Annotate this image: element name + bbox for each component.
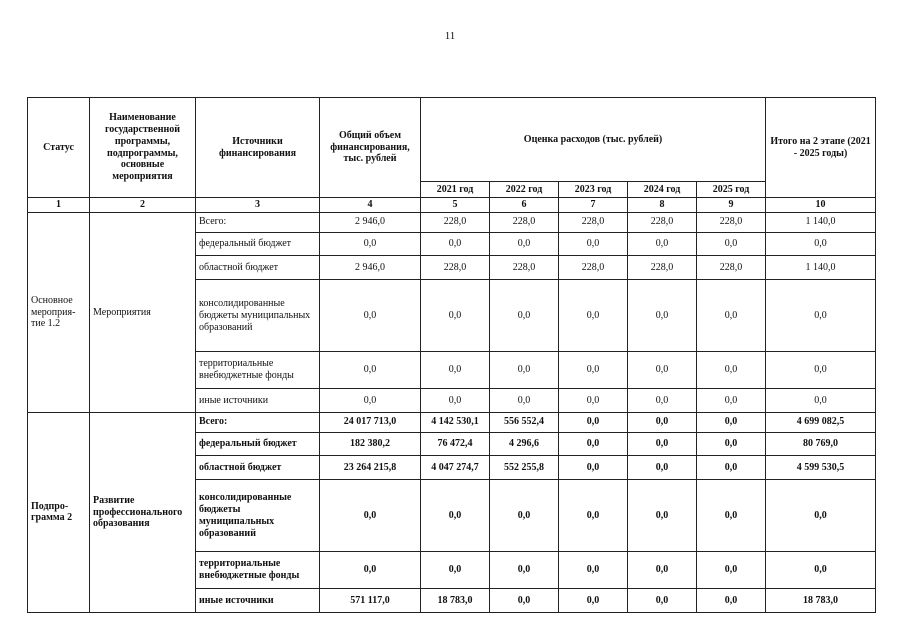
year-2023-cell: 0,0 <box>559 232 628 256</box>
year-2021-cell: 0,0 <box>421 389 490 413</box>
year-2021-cell: 76 472,4 <box>421 432 490 456</box>
source-cell: территориальные внебюджетные фонды <box>196 352 320 389</box>
total-cell: 0,0 <box>320 480 421 552</box>
year-2025-cell: 228,0 <box>697 256 766 280</box>
year-2021-cell: 228,0 <box>421 213 490 233</box>
stage-total-cell: 0,0 <box>766 352 876 389</box>
column-number: 1 <box>28 198 90 213</box>
source-cell: Всего: <box>196 213 320 233</box>
source-cell: территориальные внебюджетные фонды <box>196 552 320 589</box>
year-2021-cell: 4 142 530,1 <box>421 412 490 432</box>
source-cell: областной бюджет <box>196 456 320 480</box>
column-number: 6 <box>490 198 559 213</box>
stage-total-cell: 18 783,0 <box>766 589 876 613</box>
total-cell: 0,0 <box>320 352 421 389</box>
total-cell: 23 264 215,8 <box>320 456 421 480</box>
year-2024-cell: 0,0 <box>628 352 697 389</box>
year-2022-cell: 0,0 <box>490 352 559 389</box>
year-2025-cell: 0,0 <box>697 480 766 552</box>
year-2025-cell: 0,0 <box>697 552 766 589</box>
year-2021-cell: 0,0 <box>421 232 490 256</box>
total-cell: 0,0 <box>320 280 421 352</box>
source-cell: федеральный бюджет <box>196 232 320 256</box>
year-2023-cell: 0,0 <box>559 480 628 552</box>
stage-total-cell: 1 140,0 <box>766 256 876 280</box>
year-2025-cell: 0,0 <box>697 589 766 613</box>
year-2022-cell: 552 255,8 <box>490 456 559 480</box>
year-2025-cell: 0,0 <box>697 232 766 256</box>
column-number: 10 <box>766 198 876 213</box>
total-cell: 0,0 <box>320 232 421 256</box>
header-sources: Источники финансирования <box>196 98 320 198</box>
header-year: 2021 год <box>421 182 490 198</box>
year-2024-cell: 0,0 <box>628 552 697 589</box>
header-stage-total: Итого на 2 этапе (2021 - 2025 годы) <box>766 98 876 198</box>
year-2024-cell: 0,0 <box>628 232 697 256</box>
source-cell: иные источники <box>196 589 320 613</box>
source-cell: иные источники <box>196 389 320 413</box>
year-2022-cell: 0,0 <box>490 280 559 352</box>
column-number: 7 <box>559 198 628 213</box>
column-number: 4 <box>320 198 421 213</box>
page-number: 11 <box>444 30 456 42</box>
column-number: 5 <box>421 198 490 213</box>
stage-total-cell: 0,0 <box>766 232 876 256</box>
year-2023-cell: 228,0 <box>559 256 628 280</box>
year-2024-cell: 0,0 <box>628 480 697 552</box>
header-year: 2024 год <box>628 182 697 198</box>
year-2023-cell: 0,0 <box>559 552 628 589</box>
year-2023-cell: 0,0 <box>559 589 628 613</box>
column-number: 3 <box>196 198 320 213</box>
year-2022-cell: 228,0 <box>490 213 559 233</box>
year-2022-cell: 0,0 <box>490 480 559 552</box>
year-2024-cell: 228,0 <box>628 256 697 280</box>
year-2023-cell: 0,0 <box>559 456 628 480</box>
source-cell: областной бюджет <box>196 256 320 280</box>
status-cell: Подпро-грамма 2 <box>28 412 90 612</box>
year-2025-cell: 0,0 <box>697 280 766 352</box>
column-number: 8 <box>628 198 697 213</box>
year-2022-cell: 228,0 <box>490 256 559 280</box>
header-total: Общий объем финансирования, тыс. рублей <box>320 98 421 198</box>
year-2024-cell: 0,0 <box>628 456 697 480</box>
year-2023-cell: 0,0 <box>559 412 628 432</box>
year-2022-cell: 0,0 <box>490 232 559 256</box>
year-2023-cell: 228,0 <box>559 213 628 233</box>
year-2023-cell: 0,0 <box>559 280 628 352</box>
year-2022-cell: 0,0 <box>490 389 559 413</box>
year-2022-cell: 0,0 <box>490 589 559 613</box>
header-year: 2025 год <box>697 182 766 198</box>
column-number: 9 <box>697 198 766 213</box>
header-year: 2023 год <box>559 182 628 198</box>
year-2021-cell: 0,0 <box>421 480 490 552</box>
year-2021-cell: 0,0 <box>421 280 490 352</box>
year-2024-cell: 0,0 <box>628 412 697 432</box>
header-status: Статус <box>28 98 90 198</box>
header-year: 2022 год <box>490 182 559 198</box>
year-2023-cell: 0,0 <box>559 389 628 413</box>
table-body <box>28 213 876 613</box>
total-cell: 0,0 <box>320 389 421 413</box>
financing-table <box>27 97 876 613</box>
year-2025-cell: 0,0 <box>697 432 766 456</box>
year-2025-cell: 228,0 <box>697 213 766 233</box>
year-2024-cell: 228,0 <box>628 213 697 233</box>
year-2021-cell: 18 783,0 <box>421 589 490 613</box>
stage-total-cell: 4 599 530,5 <box>766 456 876 480</box>
stage-total-cell: 80 769,0 <box>766 432 876 456</box>
source-cell: консолидированные бюджеты муниципальных образований <box>196 480 320 552</box>
year-2022-cell: 4 296,6 <box>490 432 559 456</box>
header-estimate: Оценка расходов (тыс. рублей) <box>421 98 766 182</box>
year-2022-cell: 556 552,4 <box>490 412 559 432</box>
year-2025-cell: 0,0 <box>697 389 766 413</box>
total-cell: 182 380,2 <box>320 432 421 456</box>
total-cell: 0,0 <box>320 552 421 589</box>
stage-total-cell: 0,0 <box>766 280 876 352</box>
stage-total-cell: 1 140,0 <box>766 213 876 233</box>
column-number: 2 <box>90 198 196 213</box>
total-cell: 24 017 713,0 <box>320 412 421 432</box>
year-2021-cell: 4 047 274,7 <box>421 456 490 480</box>
year-2025-cell: 0,0 <box>697 456 766 480</box>
status-cell: Основное мероприя-тие 1.2 <box>28 213 90 413</box>
table-row <box>28 412 876 432</box>
program-name-cell: Мероприятия <box>90 213 196 413</box>
total-cell: 2 946,0 <box>320 256 421 280</box>
source-cell: федеральный бюджет <box>196 432 320 456</box>
year-2024-cell: 0,0 <box>628 432 697 456</box>
year-2025-cell: 0,0 <box>697 352 766 389</box>
year-2023-cell: 0,0 <box>559 432 628 456</box>
year-2024-cell: 0,0 <box>628 589 697 613</box>
year-2024-cell: 0,0 <box>628 280 697 352</box>
source-cell: консолидированные бюджеты муниципальных образований <box>196 280 320 352</box>
year-2022-cell: 0,0 <box>490 552 559 589</box>
year-2021-cell: 0,0 <box>421 552 490 589</box>
stage-total-cell: 0,0 <box>766 552 876 589</box>
total-cell: 571 117,0 <box>320 589 421 613</box>
year-2021-cell: 228,0 <box>421 256 490 280</box>
header-name: Наименование государственной программы, подпрограммы, основные мероприятия <box>90 98 196 198</box>
year-2021-cell: 0,0 <box>421 352 490 389</box>
stage-total-cell: 0,0 <box>766 389 876 413</box>
program-name-cell: Развитие профессионального образования <box>90 412 196 612</box>
year-2025-cell: 0,0 <box>697 412 766 432</box>
total-cell: 2 946,0 <box>320 213 421 233</box>
stage-total-cell: 0,0 <box>766 480 876 552</box>
stage-total-cell: 4 699 082,5 <box>766 412 876 432</box>
source-cell: Всего: <box>196 412 320 432</box>
table-row <box>28 213 876 233</box>
year-2023-cell: 0,0 <box>559 352 628 389</box>
year-2024-cell: 0,0 <box>628 389 697 413</box>
